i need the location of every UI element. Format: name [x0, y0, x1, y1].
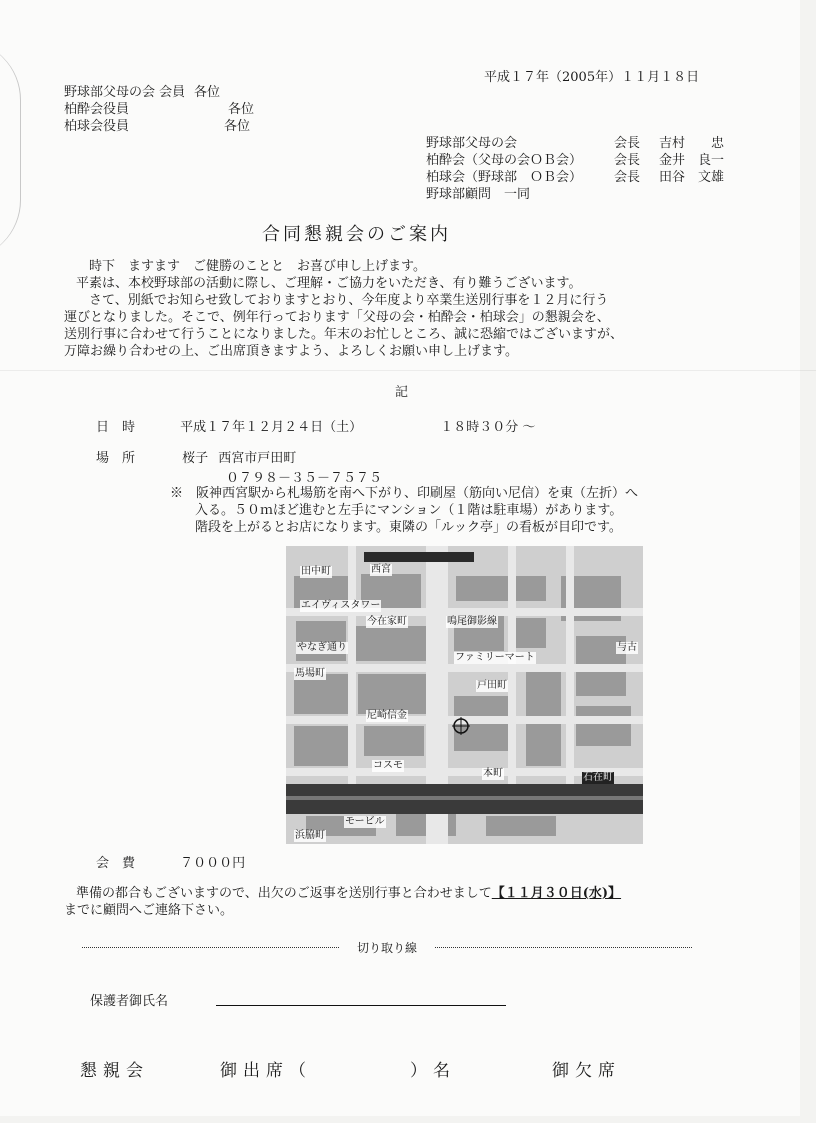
map-label: 本町 [483, 768, 503, 779]
reply-block [64, 885, 621, 919]
senders-block [426, 135, 724, 203]
place-address: 西宮市戸田町 [218, 451, 297, 466]
map-label: コスモ [373, 760, 403, 771]
map-label: 浜脇町 [295, 830, 325, 841]
document-title: 合同懇親会のご案内 [262, 224, 451, 245]
cut-line [82, 938, 692, 956]
sender-role: 会長 [614, 136, 641, 151]
body-line: 送別行事に合わせて行うことになりました。年末のお忙しところ、誠に恐縮ではございますが、 [64, 327, 624, 342]
sender-org: 柏酔会（父母の会ＯＢ会） [426, 153, 583, 168]
map-label: 西宮 [371, 564, 391, 575]
body-line: 時下 ますます ご健勝のことと お喜び申し上げます。 [76, 259, 426, 274]
cut-line-label: 切り取り線 [357, 940, 418, 955]
map-label: 鳴尾御影線 [447, 616, 497, 627]
datetime-date: 平成１７年１２月２４日（土） [180, 420, 363, 435]
body-text [64, 258, 623, 360]
place-row [96, 450, 296, 467]
fee-amount: ７０００円 [180, 856, 246, 871]
recipient-name: 柏酔会役員 [64, 102, 130, 117]
recipient-line [64, 84, 254, 101]
sender-role: 会長 [614, 170, 641, 185]
datetime-label: 日 時 [96, 420, 136, 435]
sender-line [426, 152, 724, 169]
sender-person: 田谷 文雄 [659, 170, 725, 185]
absent-label[interactable]: 御欠席 [552, 1061, 621, 1081]
map-label: 与古 [617, 642, 637, 653]
recipient-line [64, 101, 254, 118]
recipient-name: 野球部父母の会 会員 [64, 85, 186, 100]
recipient-suffix: 各位 [228, 102, 255, 117]
map-label: 田中町 [301, 566, 331, 577]
sender-line [426, 186, 724, 203]
place-phone: ０７９８－３５－７５７５ [226, 471, 383, 486]
recipient-suffix: 各位 [194, 85, 221, 100]
map-label: エイヴィスタワー [301, 600, 381, 611]
guardian-label: 保護者御氏名 [90, 994, 169, 1009]
body-line: 万障お繰り合わせの上、ご出席頂きますよう、よろしくお願い申し上げます。 [64, 344, 518, 359]
map-label: ファミリーマート [455, 652, 535, 663]
sender-org: 野球部父母の会 [426, 136, 518, 151]
map-label: 戸田町 [477, 680, 507, 691]
recipient-line [64, 118, 254, 135]
sender-org: 柏球会（野球部 ＯＢ会） [426, 170, 583, 185]
ki-heading: 記 [395, 385, 409, 400]
issue-date: 平成１７年（2005年）１１月１８日 [484, 70, 700, 85]
recipients-block [64, 84, 254, 135]
reply-line: までに顧問へご連絡下さい。 [64, 903, 234, 918]
reply-text: 準備の都合もございますので、出欠のご返事を送別行事と合わせまして [76, 886, 492, 901]
sender-role: 会長 [614, 153, 641, 168]
sender-person: 金井 良一 [659, 153, 725, 168]
count-close: ）名 [410, 1061, 456, 1081]
place-notes [170, 485, 638, 536]
reply-line [64, 885, 621, 902]
guardian-signature-line[interactable] [216, 1005, 506, 1006]
place-note-line: 階段を上がるとお店になります。東隣の「ルック亭」の看板が目印です。 [195, 520, 622, 535]
place-label: 場 所 [96, 451, 136, 466]
recipient-suffix: 各位 [224, 119, 251, 134]
map-label: 石在町 [583, 772, 613, 783]
map-label: 馬場町 [295, 668, 325, 679]
fee-row [96, 852, 245, 871]
place-venue: 桜子 [182, 451, 209, 466]
fee-label: 会 費 [96, 856, 136, 871]
body-line: 運びとなりました。そこで、例年行っております「父母の会・柏酔会・柏球会」の懇親会を、 [64, 310, 610, 325]
cut-dots-left [82, 947, 339, 948]
event-label: 懇親会 [80, 1061, 149, 1081]
page-edge-curve [0, 40, 21, 260]
fold-line [0, 370, 816, 371]
place-note-line: 入る。５０ｍほど進むと左手にマンション（１階は駐車場）があります。 [195, 503, 623, 518]
cut-dots-right [435, 947, 692, 948]
datetime-time: １８時３０分 ～ [440, 420, 536, 435]
map-label: 今在家町 [367, 616, 407, 627]
body-line: さて、別紙でお知らせ致しておりますとおり、今年度より卒業生送別行事を１２月に行う [76, 293, 609, 308]
map-label: モービル [345, 816, 385, 827]
sender-line [426, 135, 724, 152]
access-map [286, 546, 643, 844]
map-label: やなぎ通り [297, 642, 347, 653]
place-note-line: ※ 阪神西宮駅から札場筋を南へ下がり、印刷屋（筋向い尼信）を東（左折）へ [170, 486, 639, 501]
sender-org: 野球部顧問 一同 [426, 187, 531, 202]
attend-label[interactable]: 御出席（ [220, 1061, 312, 1081]
recipient-name: 柏球会役員 [64, 119, 130, 134]
map-label: 尼崎信金 [367, 710, 407, 721]
datetime-row [96, 416, 535, 435]
sender-person: 吉村 忠 [659, 136, 725, 151]
reply-deadline: 【１１月３０日(水)】 [491, 886, 622, 901]
sender-line [426, 169, 724, 186]
body-line: 平素は、本校野球部の活動に際し、ご理解・ご協力をいただき、有り難うございます。 [76, 276, 582, 291]
map-graphic [286, 546, 643, 844]
